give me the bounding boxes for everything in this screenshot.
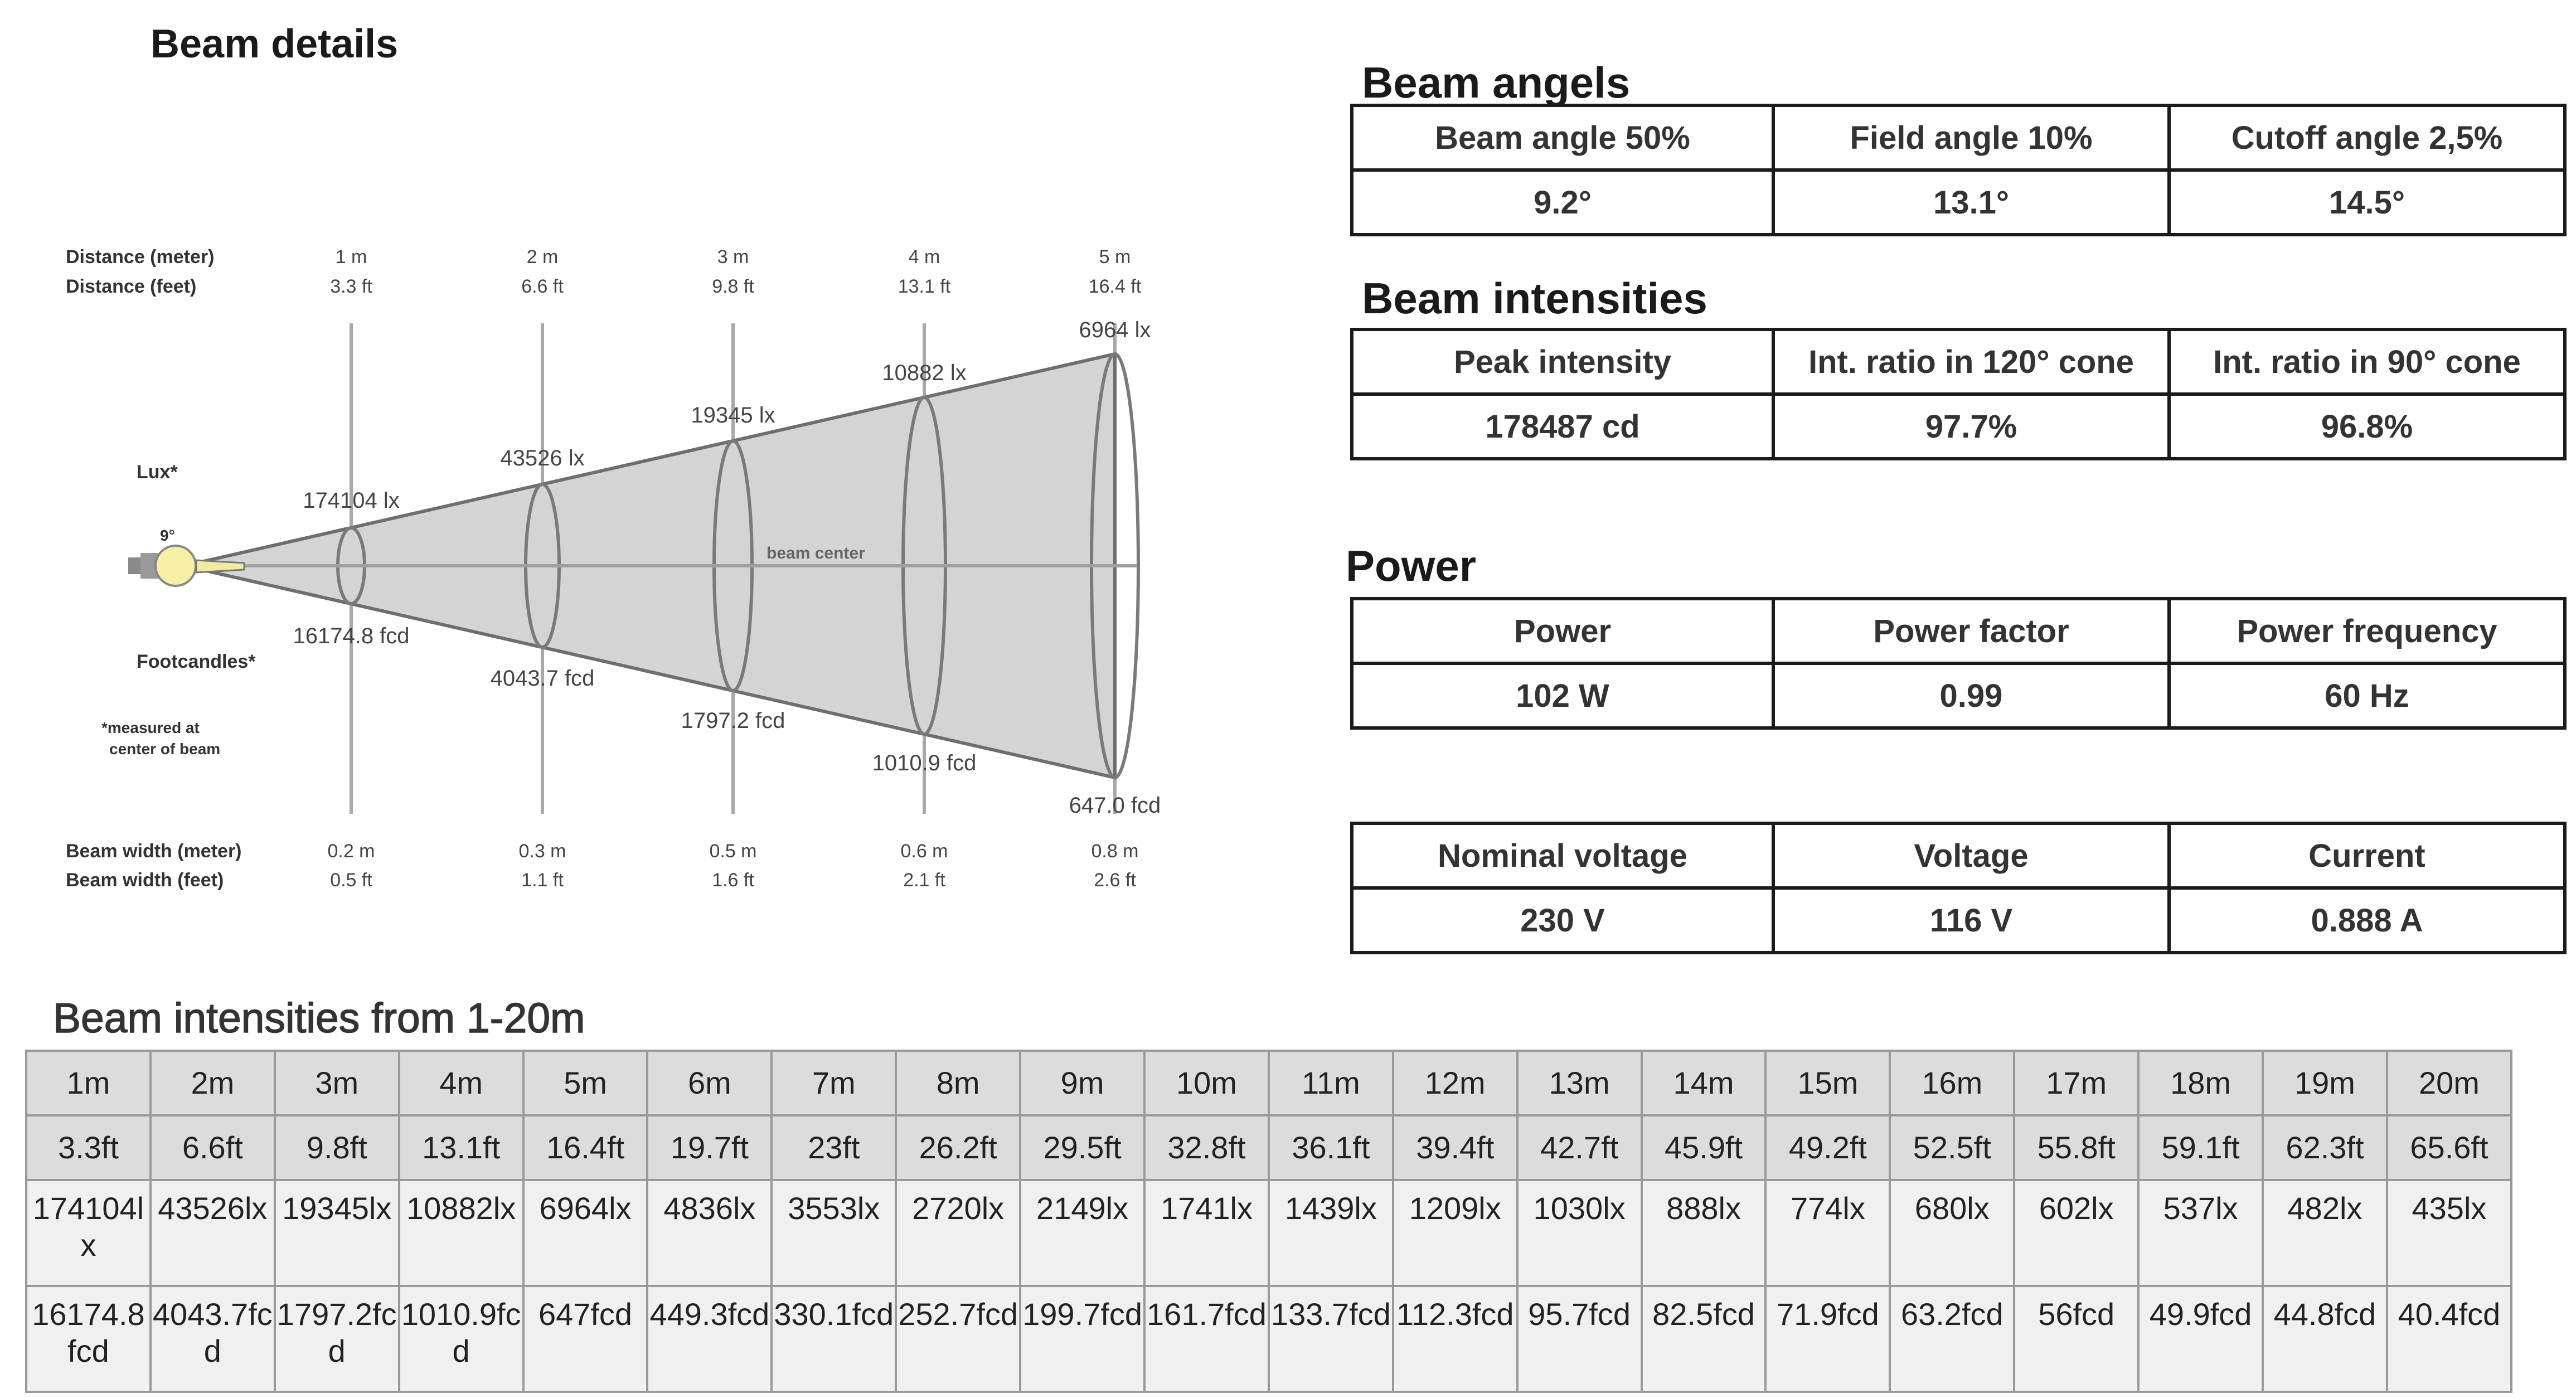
table-cell: 65.6ft xyxy=(2387,1115,2511,1180)
beam-diagram xyxy=(0,212,1199,925)
table-cell: 63.2fcd xyxy=(1890,1286,2014,1392)
table-cell: 11m xyxy=(1269,1051,1393,1115)
power-title: Power xyxy=(1346,541,1477,590)
table-cell: 330.1fcd xyxy=(772,1286,896,1392)
table-header: Cutoff angle 2,5% xyxy=(2169,105,2565,170)
table-cell: 15m xyxy=(1765,1051,1890,1115)
table-cell: 18m xyxy=(2138,1051,2263,1115)
lamp-bulb-icon xyxy=(156,546,196,586)
table-cell: 60 Hz xyxy=(2169,663,2565,728)
table-cell: 97.7% xyxy=(1773,394,2169,459)
table-cell: 9m xyxy=(1020,1051,1144,1115)
table-cell: 32.8ft xyxy=(1144,1115,1269,1180)
beam-width-meter-value: 0.5 m xyxy=(709,841,757,862)
table-cell: 199.7fcd xyxy=(1020,1286,1144,1392)
lux-value: 43526 lx xyxy=(500,446,585,470)
table-header: Field angle 10% xyxy=(1773,105,2169,170)
table-cell: 71.9fcd xyxy=(1765,1286,1890,1392)
beam-width-feet-value: 2.6 ft xyxy=(1094,870,1136,891)
table-cell: 19.7ft xyxy=(647,1115,772,1180)
table-header: Int. ratio in 90° cone xyxy=(2169,329,2565,394)
table-cell: 6964lx xyxy=(523,1180,648,1286)
table-cell: 7m xyxy=(772,1051,896,1115)
table-cell: 1797.2fcd xyxy=(275,1286,399,1392)
lux-value: 6964 lx xyxy=(1079,318,1151,342)
table-cell: 52.5ft xyxy=(1890,1115,2014,1180)
table-cell: 112.3fcd xyxy=(1393,1286,1517,1392)
power-table xyxy=(1350,597,2567,730)
table-cell: 647fcd xyxy=(523,1286,648,1392)
table-cell: 10m xyxy=(1144,1051,1269,1115)
measurement-note: center of beam xyxy=(109,740,221,758)
table-cell: 680lx xyxy=(1890,1180,2014,1286)
beam-center-label: beam center xyxy=(767,544,865,562)
lux-row xyxy=(26,1180,2511,1286)
table-cell: 1m xyxy=(26,1051,151,1115)
table-cell: 36.1ft xyxy=(1269,1115,1393,1180)
table-header: Peak intensity xyxy=(1352,329,1773,394)
fcd-value: 1010.9 fcd xyxy=(872,751,977,775)
beam-width-meter-value: 0.2 m xyxy=(327,841,375,862)
table-cell: 3553lx xyxy=(772,1180,896,1286)
table-cell: 4m xyxy=(399,1051,523,1115)
beam-angles-table xyxy=(1350,104,2567,236)
table-cell: 55.8ft xyxy=(2014,1115,2138,1180)
table-header: Current xyxy=(2169,823,2565,888)
table-cell: 19345lx xyxy=(275,1180,399,1286)
distance-meter-value: 5 m xyxy=(1099,246,1131,268)
table-cell: 4836lx xyxy=(647,1180,772,1286)
beam-width-meter-value: 0.6 m xyxy=(900,841,948,862)
beam-width-feet-value: 1.6 ft xyxy=(712,870,754,891)
table-cell: 49.2ft xyxy=(1765,1115,1890,1180)
distance-feet-value: 9.8 ft xyxy=(712,276,754,297)
table-cell: 16m xyxy=(1890,1051,2014,1115)
table-cell: 116 V xyxy=(1773,888,2169,953)
table-cell: 12m xyxy=(1393,1051,1517,1115)
table-cell: 602lx xyxy=(2014,1180,2138,1286)
beam-angles-title: Beam angels xyxy=(1362,58,1631,107)
beam-width-feet-value: 0.5 ft xyxy=(330,870,372,891)
table-header: Power factor xyxy=(1773,599,2169,663)
beam-width-feet-value: 2.1 ft xyxy=(903,870,945,891)
table-cell: 45.9ft xyxy=(1642,1115,1766,1180)
table-cell: 888lx xyxy=(1642,1180,1766,1286)
beam-intensities-table xyxy=(1350,328,2567,460)
lux-value: 19345 lx xyxy=(691,403,775,428)
table-header: Voltage xyxy=(1773,823,2169,888)
table-cell: 1209lx xyxy=(1393,1180,1517,1286)
fcd-value: 647.0 fcd xyxy=(1069,793,1161,818)
table-cell: 16174.8fcd xyxy=(26,1286,151,1392)
table-cell: 39.4ft xyxy=(1393,1115,1517,1180)
page-title: Beam details xyxy=(151,22,399,66)
table-cell: 95.7fcd xyxy=(1517,1286,1642,1392)
table-header: Power frequency xyxy=(2169,599,2565,663)
fcd-value: 1797.2 fcd xyxy=(681,708,785,733)
table-cell: 2149lx xyxy=(1020,1180,1144,1286)
table-cell: 42.7ft xyxy=(1517,1115,1642,1180)
table-cell: 449.3fcd xyxy=(647,1286,772,1392)
lux-value: 10882 lx xyxy=(882,361,967,385)
table-cell: 17m xyxy=(2014,1051,2138,1115)
table-cell: 19m xyxy=(2263,1051,2387,1115)
table-cell: 59.1ft xyxy=(2138,1115,2263,1180)
distance-feet-label: Distance (feet) xyxy=(66,276,197,297)
feet-row xyxy=(26,1115,2511,1180)
fcd-value: 4043.7 fcd xyxy=(490,666,595,691)
table-cell: 2m xyxy=(151,1051,275,1115)
beam-width-meter-label: Beam width (meter) xyxy=(66,841,242,862)
distance-meter-label: Distance (meter) xyxy=(66,246,215,268)
table-cell: 6m xyxy=(647,1051,772,1115)
table-cell: 49.9fcd xyxy=(2138,1286,2263,1392)
table-header: Int. ratio in 120° cone xyxy=(1773,329,2169,394)
distance-feet-value: 13.1 ft xyxy=(898,276,951,297)
table-cell: 435lx xyxy=(2387,1180,2511,1286)
footcandles-label: Footcandles* xyxy=(137,651,256,672)
table-cell: 3m xyxy=(275,1051,399,1115)
table-cell: 133.7fcd xyxy=(1269,1286,1393,1392)
table-cell: 14m xyxy=(1642,1051,1766,1115)
table-cell: 5m xyxy=(523,1051,648,1115)
table-header: Beam angle 50% xyxy=(1352,105,1773,170)
table-cell: 0.888 A xyxy=(2169,888,2565,953)
table-header: Nominal voltage xyxy=(1352,823,1773,888)
table-cell: 252.7fcd xyxy=(896,1286,1020,1392)
table-cell: 23ft xyxy=(772,1115,896,1180)
table-cell: 82.5fcd xyxy=(1642,1286,1766,1392)
beam-angle-label: 9° xyxy=(160,527,175,544)
distance-feet-value: 6.6 ft xyxy=(521,276,564,297)
table-cell: 13.1° xyxy=(1773,170,2169,235)
distance-feet-value: 3.3 ft xyxy=(330,276,372,297)
table-cell: 44.8fcd xyxy=(2263,1286,2387,1392)
distance-meter-value: 4 m xyxy=(908,246,940,268)
beam-width-feet-value: 1.1 ft xyxy=(521,870,564,891)
table-cell: 1030lx xyxy=(1517,1180,1642,1286)
table-cell: 29.5ft xyxy=(1020,1115,1144,1180)
table-cell: 8m xyxy=(896,1051,1020,1115)
table-cell: 4043.7fcd xyxy=(151,1286,275,1392)
table-cell: 2720lx xyxy=(896,1180,1020,1286)
beam-width-meter-value: 0.8 m xyxy=(1091,841,1139,862)
table-cell: 1741lx xyxy=(1144,1180,1269,1286)
distance-feet-value: 16.4 ft xyxy=(1088,276,1142,297)
distance-intensity-table xyxy=(25,1050,2512,1393)
measurement-note: *measured at xyxy=(101,719,200,736)
table-cell: 774lx xyxy=(1765,1180,1890,1286)
table-cell: 62.3ft xyxy=(2263,1115,2387,1180)
table-cell: 537lx xyxy=(2138,1180,2263,1286)
beam-intensities-title: Beam intensities xyxy=(1362,274,1707,323)
table-cell: 3.3ft xyxy=(26,1115,151,1180)
table-cell: 161.7fcd xyxy=(1144,1286,1269,1392)
footcandles-row xyxy=(26,1286,2511,1392)
table-cell: 102 W xyxy=(1352,663,1773,728)
table-cell: 16.4ft xyxy=(523,1115,648,1180)
lamp-base-icon xyxy=(128,557,140,574)
distance-meter-value: 2 m xyxy=(526,246,559,268)
table-cell: 178487 cd xyxy=(1352,394,1773,459)
table-cell: 6.6ft xyxy=(151,1115,275,1180)
table-cell: 13m xyxy=(1517,1051,1642,1115)
table-cell: 0.99 xyxy=(1773,663,2169,728)
table-cell: 14.5° xyxy=(2169,170,2565,235)
beam-width-meter-value: 0.3 m xyxy=(518,841,566,862)
table-cell: 20m xyxy=(2387,1051,2511,1115)
table-cell: 40.4fcd xyxy=(2387,1286,2511,1392)
distance-meter-value: 3 m xyxy=(717,246,749,268)
table-header: Power xyxy=(1352,599,1773,663)
table-cell: 9.2° xyxy=(1352,170,1773,235)
voltage-table xyxy=(1350,822,2567,954)
table-cell: 1010.9fcd xyxy=(399,1286,523,1392)
lux-value: 174104 lx xyxy=(303,488,400,513)
table-cell: 26.2ft xyxy=(896,1115,1020,1180)
table-cell: 96.8% xyxy=(2169,394,2565,459)
table-cell: 43526lx xyxy=(151,1180,275,1286)
table-cell: 230 V xyxy=(1352,888,1773,953)
table-cell: 10882lx xyxy=(399,1180,523,1286)
table-cell: 1439lx xyxy=(1269,1180,1393,1286)
beam-angle-indicator xyxy=(196,560,244,572)
table-cell: 13.1ft xyxy=(399,1115,523,1180)
meters-row xyxy=(26,1051,2511,1115)
distance-meter-value: 1 m xyxy=(335,246,367,268)
table-cell: 56fcd xyxy=(2014,1286,2138,1392)
fcd-value: 16174.8 fcd xyxy=(293,624,410,648)
table-cell: 174104lx xyxy=(26,1180,151,1286)
table-cell: 9.8ft xyxy=(275,1115,399,1180)
distance-table-title: Beam intensities from 1-20m xyxy=(53,994,585,1041)
lux-label: Lux* xyxy=(137,462,178,483)
table-cell: 482lx xyxy=(2263,1180,2387,1286)
beam-width-feet-label: Beam width (feet) xyxy=(66,870,224,891)
